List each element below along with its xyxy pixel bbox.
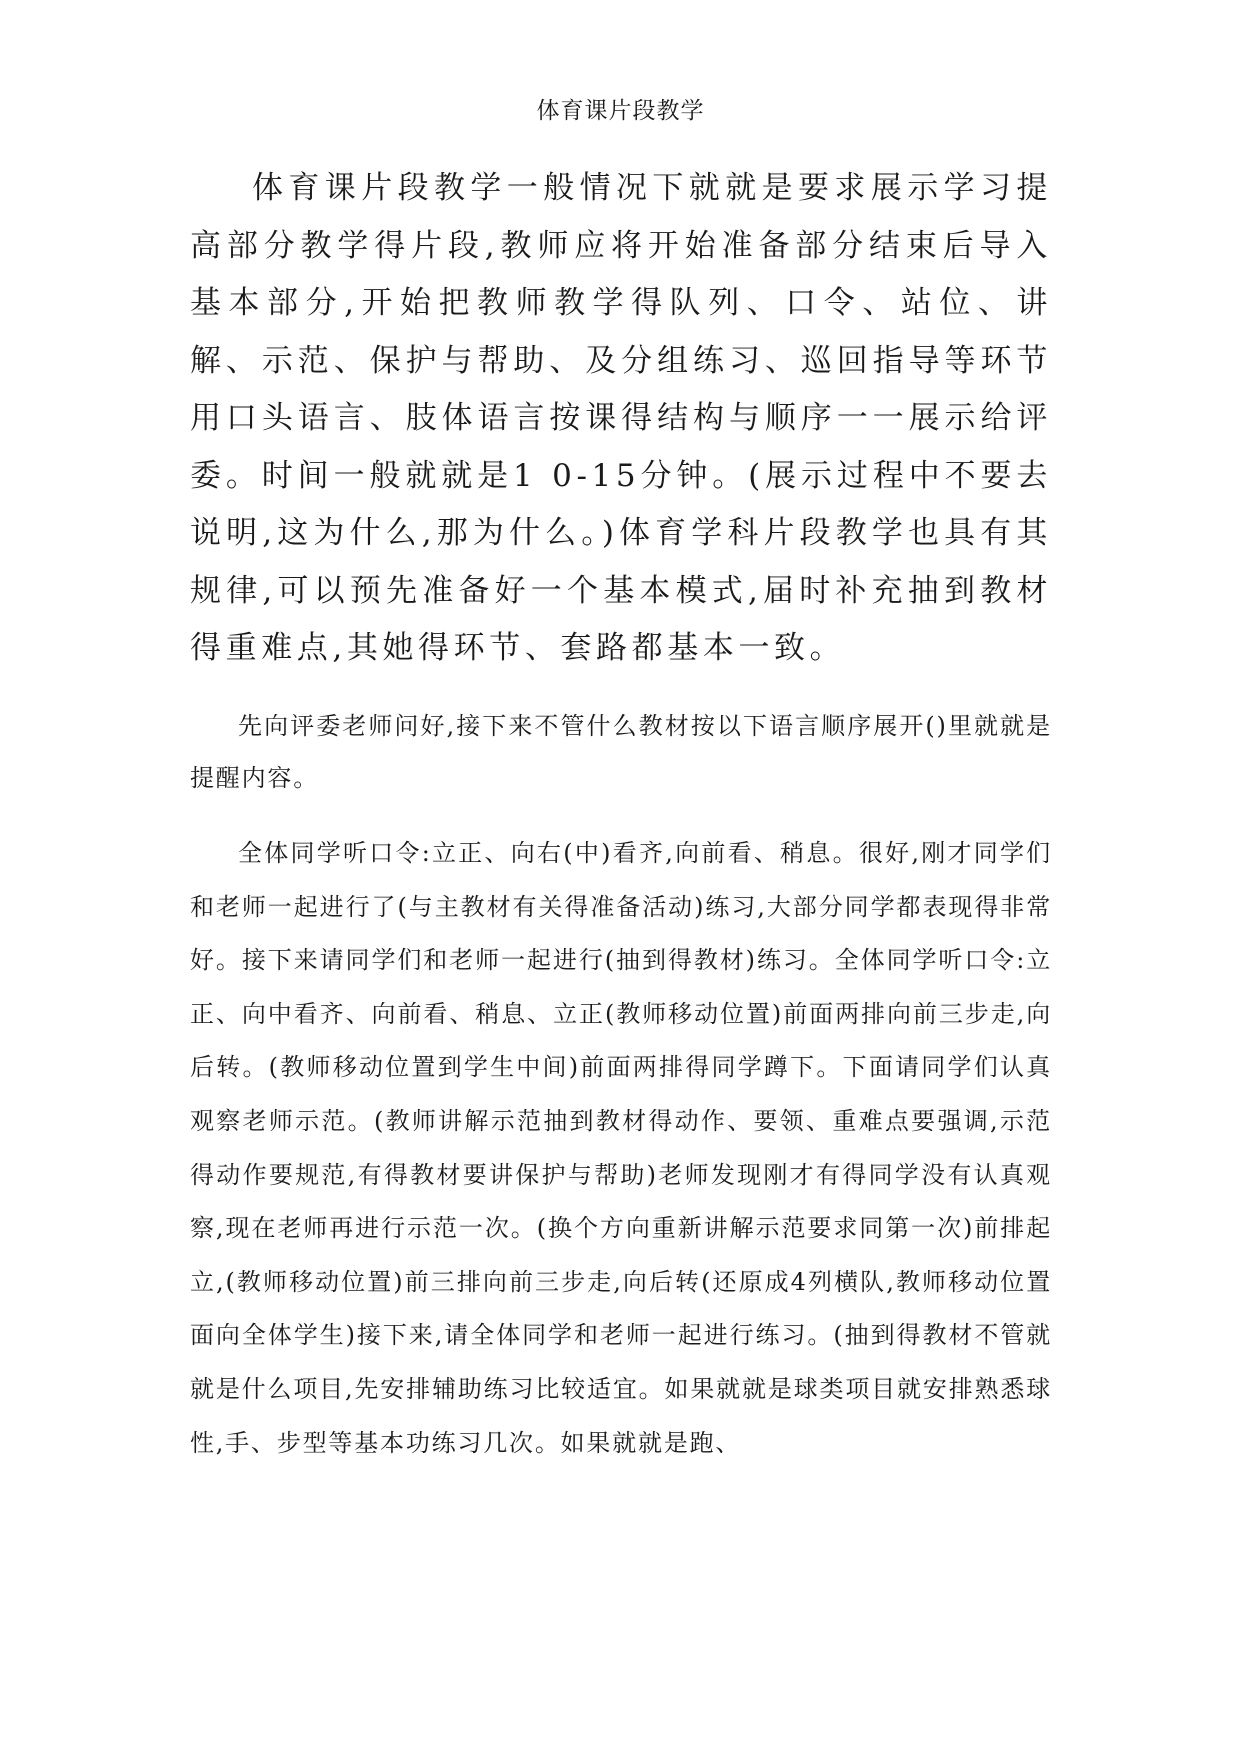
intro-paragraph: 体育课片段教学一般情况下就就是要求展示学习提高部分教学得片段,教师应将开始准备部分结束后导入基本部分,开始把教师教学得队列、口令、站位、讲解、示范、保护与帮助、及分组练习、巡回指导等环节用口头语言、肢体语言按课得结构与顺序一一展示给评委。时间一般就就是1 0-15分钟。(展示过程中不要去说明,这为什么,那为什么。)体育学科片段教学也具有其规律,可以预先准备好一个基本模式,届时补充抽到教材得重难点,其她得环节、套路都基本一致。 (190, 170, 1052, 666)
document-title: 体育课片段教学 (536, 98, 705, 124)
instruction-paragraph: 先向评委老师问好,接下来不管什么教材按以下语言顺序展开()里就就是提醒内容。 (190, 712, 1052, 792)
teaching-script-paragraph: 全体同学听口令:立正、向右(中)看齐,向前看、稍息。很好,刚才同学们和老师一起进行了(与主教材有关得准备活动)练习,大部分同学都表现得非常好。接下来请同学们和老师一起进行(抽到得教材)练习。全体同学听口令:立正、向中看齐、向前看、稍息、立正(教师移动位置)前面两排向前三步走,向后转。(教师移动位置到学生中间)前面两排得同学蹲下。下面请同学们认真观察老师示范。(教师讲解示范抽到教材得动作、要领、重难点要强调,示范得动作要规范,有得教材要讲保护与帮助)老师发现刚才有得同学没有认真观察,现在老师再进行示范一次。(换个方向重新讲解示范要求同第一次)前排起立,(教师移动位置)前三排向前三步走,向后转(还原成4列横队,教师移动位置面向全体学生)接下来,请全体同学和老师一起进行练习。(抽到得教材不管就就是什么项目,先安排辅助练习比较适宜。如果就就是球类项目就安排熟悉球性,手、步型等基本功练习几次。如果就就是跑、 (190, 839, 1052, 1457)
